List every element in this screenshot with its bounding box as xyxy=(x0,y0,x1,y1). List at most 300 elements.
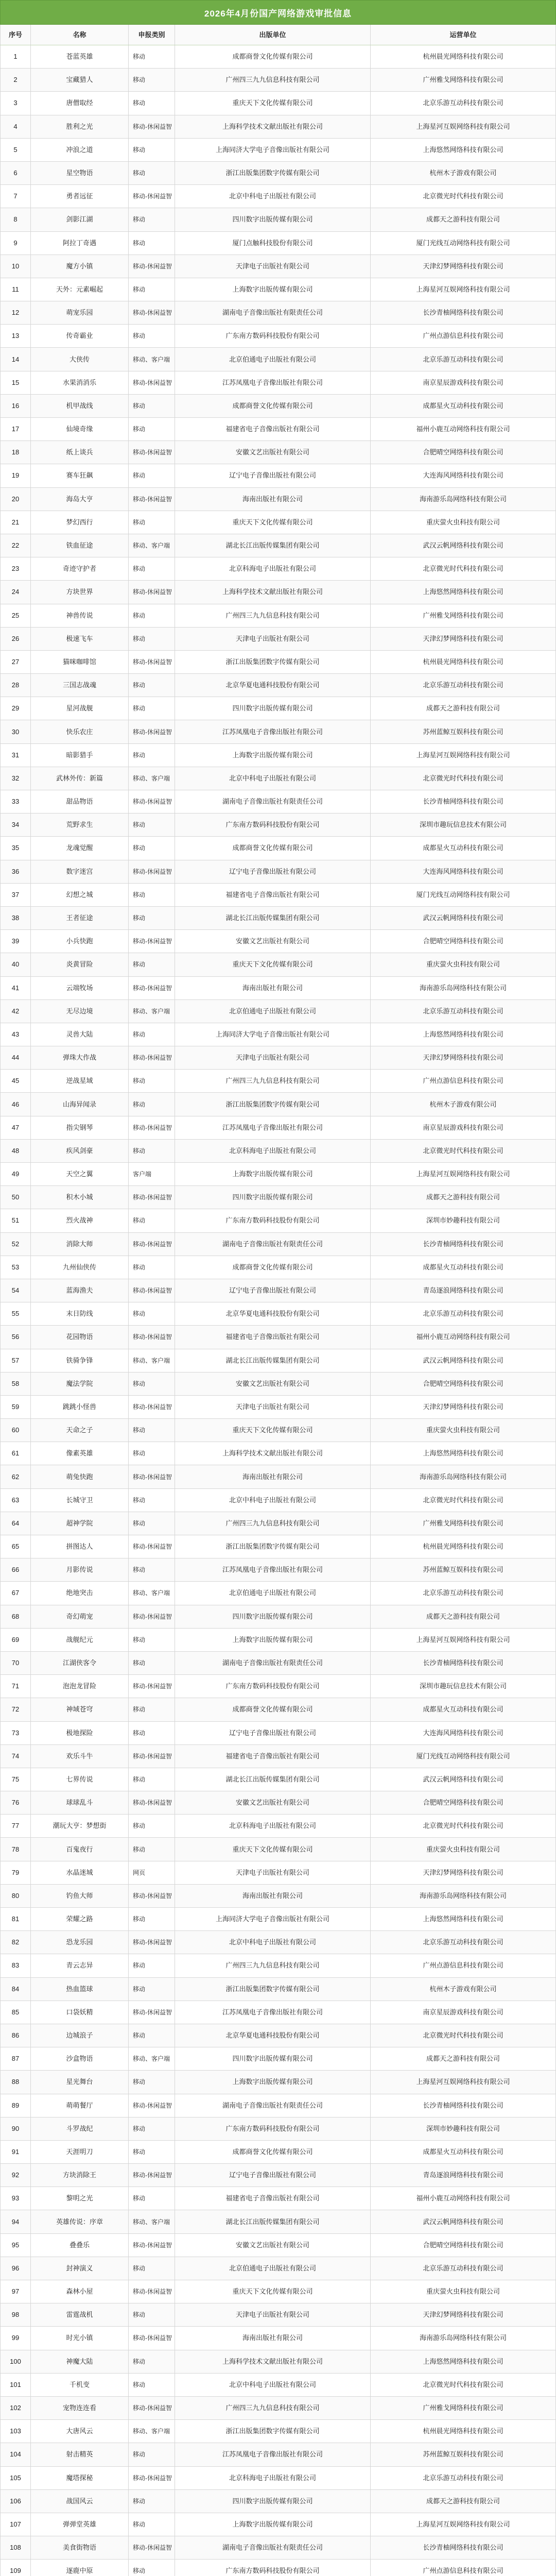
category-cell: 移动 xyxy=(129,1419,175,1442)
category-cell: 移动-休闲益智 xyxy=(129,1535,175,1558)
publisher-cell: 北京科海电子出版社有限公司 xyxy=(175,557,371,580)
table-row xyxy=(0,744,556,767)
category-cell: 移动-休闲益智 xyxy=(129,2164,175,2187)
publisher-cell: 上海同济大学电子音像出版社有限公司 xyxy=(175,1023,371,1046)
operator-cell: 南京星辰游戏科技有限公司 xyxy=(371,1116,556,1139)
table-title: 2026年4月份国产网络游戏审批信息 xyxy=(0,0,556,25)
game-name-cell: 战国风云 xyxy=(31,2490,129,2513)
game-name-cell: 烈火战神 xyxy=(31,1209,129,1232)
table-row xyxy=(0,907,556,930)
table-row xyxy=(0,1908,556,1931)
row-number-cell: 105 xyxy=(0,2467,31,2489)
row-number-cell: 51 xyxy=(0,1209,31,1232)
row-number-cell: 31 xyxy=(0,744,31,767)
row-number-cell: 24 xyxy=(0,581,31,603)
publisher-cell: 重庆天下文化传媒有限公司 xyxy=(175,92,371,114)
operator-cell: 合肥晴空网络科技有限公司 xyxy=(371,930,556,953)
publisher-cell: 广东南方数码科技股份有限公司 xyxy=(175,2560,371,2576)
row-number-cell: 8 xyxy=(0,208,31,231)
row-number-cell: 28 xyxy=(0,674,31,697)
row-number-cell: 44 xyxy=(0,1046,31,1069)
row-number-cell: 59 xyxy=(0,1396,31,1418)
publisher-cell: 湖北长江出版传媒集团有限公司 xyxy=(175,1768,371,1791)
category-cell: 移动 xyxy=(129,2071,175,2093)
category-cell: 移动-休闲益智 xyxy=(129,1116,175,1139)
game-name-cell: 萌萌餐厅 xyxy=(31,2094,129,2117)
operator-cell: 重庆萤火虫科技有限公司 xyxy=(371,511,556,534)
category-cell: 移动-休闲益智 xyxy=(129,2536,175,2559)
publisher-cell: 湖南电子音像出版社有限责任公司 xyxy=(175,1652,371,1674)
table-row xyxy=(0,2303,556,2327)
category-cell: 移动-休闲益智 xyxy=(129,115,175,138)
table-row xyxy=(0,45,556,69)
operator-cell: 北京微光时代科技有限公司 xyxy=(371,1489,556,1512)
game-name-cell: 消除大师 xyxy=(31,1233,129,1256)
table-row xyxy=(0,2141,556,2164)
category-cell: 移动 xyxy=(129,1722,175,1744)
game-name-cell: 方块消除王 xyxy=(31,2164,129,2187)
operator-cell: 厦门光线互动网络科技有限公司 xyxy=(371,1745,556,1768)
game-name-cell: 铁骑争锋 xyxy=(31,1349,129,1372)
operator-cell: 广州点游信息科技有限公司 xyxy=(371,2560,556,2576)
game-name-cell: 森林小屋 xyxy=(31,2280,129,2303)
row-number-cell: 29 xyxy=(0,697,31,720)
table-row xyxy=(0,139,556,162)
game-name-cell: 热血篮球 xyxy=(31,1978,129,2001)
table-row xyxy=(0,534,556,557)
row-number-cell: 106 xyxy=(0,2490,31,2513)
operator-cell: 北京微光时代科技有限公司 xyxy=(371,2024,556,2047)
row-number-cell: 34 xyxy=(0,814,31,836)
column-header-category: 申报类别 xyxy=(129,25,175,45)
row-number-cell: 2 xyxy=(0,69,31,91)
publisher-cell: 上海数字出版传媒有限公司 xyxy=(175,278,371,301)
game-name-cell: 机甲战线 xyxy=(31,395,129,417)
game-name-cell: 荣耀之路 xyxy=(31,1908,129,1930)
game-name-cell: 灵兽大陆 xyxy=(31,1023,129,1046)
publisher-cell: 北京科海电子出版社有限公司 xyxy=(175,1815,371,1837)
table-row xyxy=(0,2187,556,2210)
operator-cell: 成都星火互动科技有限公司 xyxy=(371,837,556,859)
table-row xyxy=(0,651,556,674)
publisher-cell: 上海科学技术文献出版社有限公司 xyxy=(175,115,371,138)
game-name-cell: 星空物语 xyxy=(31,162,129,184)
operator-cell: 天津幻梦网络科技有限公司 xyxy=(371,1046,556,1069)
row-number-cell: 73 xyxy=(0,1722,31,1744)
row-number-cell: 80 xyxy=(0,1885,31,1907)
publisher-cell: 成都商誉文化传媒有限公司 xyxy=(175,837,371,859)
row-number-cell: 62 xyxy=(0,1465,31,1488)
category-cell: 移动 xyxy=(129,2141,175,2163)
table-row xyxy=(0,1605,556,1629)
game-name-cell: 月影传说 xyxy=(31,1558,129,1581)
category-cell: 移动-休闲益智 xyxy=(129,488,175,511)
category-cell: 移动 xyxy=(129,45,175,68)
row-number-cell: 100 xyxy=(0,2350,31,2373)
row-number-cell: 1 xyxy=(0,45,31,68)
game-name-cell: 赛车狂飙 xyxy=(31,464,129,487)
game-name-cell: 极地探险 xyxy=(31,1722,129,1744)
operator-cell: 北京乐游互动科技有限公司 xyxy=(371,1302,556,1325)
column-header-number: 序号 xyxy=(0,25,31,45)
operator-cell: 北京微光时代科技有限公司 xyxy=(371,767,556,790)
category-cell: 移动-休闲益智 xyxy=(129,2467,175,2489)
operator-cell: 大连海风网络科技有限公司 xyxy=(371,860,556,883)
game-name-cell: 青云志异 xyxy=(31,1954,129,1977)
publisher-cell: 浙江出版集团数字传媒有限公司 xyxy=(175,1978,371,2001)
table-row xyxy=(0,1140,556,1163)
row-number-cell: 26 xyxy=(0,628,31,650)
row-number-cell: 84 xyxy=(0,1978,31,2001)
publisher-cell: 北京中科电子出版社有限公司 xyxy=(175,1489,371,1512)
game-name-cell: 魔法学院 xyxy=(31,1372,129,1395)
table-row xyxy=(0,418,556,441)
game-name-cell: 七界传说 xyxy=(31,1768,129,1791)
row-number-cell: 74 xyxy=(0,1745,31,1768)
operator-cell: 重庆萤火虫科技有限公司 xyxy=(371,953,556,976)
game-name-cell: 逆战星域 xyxy=(31,1070,129,1092)
table-row xyxy=(0,278,556,301)
publisher-cell: 安徽文艺出版社有限公司 xyxy=(175,2234,371,2257)
game-name-cell: 奇幻萌宠 xyxy=(31,1605,129,1628)
table-row xyxy=(0,2117,556,2141)
category-cell: 移动 xyxy=(129,1512,175,1535)
game-name-cell: 口袋妖精 xyxy=(31,2001,129,2024)
publisher-cell: 天津电子出版社有限公司 xyxy=(175,1396,371,1418)
table-row xyxy=(0,208,556,231)
publisher-cell: 海南出版社有限公司 xyxy=(175,2327,371,2349)
publisher-cell: 湖北长江出版传媒集团有限公司 xyxy=(175,534,371,557)
publisher-cell: 江苏凤凰电子音像出版社有限公司 xyxy=(175,2443,371,2466)
row-number-cell: 55 xyxy=(0,1302,31,1325)
publisher-cell: 上海数字出版传媒有限公司 xyxy=(175,1163,371,1185)
row-number-cell: 11 xyxy=(0,278,31,301)
operator-cell: 北京乐游互动科技有限公司 xyxy=(371,348,556,370)
operator-cell: 重庆萤火虫科技有限公司 xyxy=(371,1419,556,1442)
category-cell: 移动-休闲益智 xyxy=(129,2094,175,2117)
table-row xyxy=(0,1279,556,1302)
row-number-cell: 56 xyxy=(0,1326,31,1348)
table-row xyxy=(0,162,556,185)
game-name-cell: 宝藏猎人 xyxy=(31,69,129,91)
operator-cell: 福州小鹿互动网络科技有限公司 xyxy=(371,418,556,440)
table-row xyxy=(0,628,556,651)
operator-cell: 广州点游信息科技有限公司 xyxy=(371,325,556,347)
publisher-cell: 安徽文艺出版社有限公司 xyxy=(175,1372,371,1395)
operator-cell: 杭州晨光网络科技有限公司 xyxy=(371,45,556,68)
operator-cell: 上海悠然网络科技有限公司 xyxy=(371,1442,556,1465)
operator-cell: 苏州蓝鲸互娱科技有限公司 xyxy=(371,1558,556,1581)
publisher-cell: 福建省电子音像出版社有限公司 xyxy=(175,418,371,440)
game-name-cell: 山海异闻录 xyxy=(31,1093,129,1115)
publisher-cell: 海南出版社有限公司 xyxy=(175,488,371,511)
game-name-cell: 江湖侠客令 xyxy=(31,1652,129,1674)
game-name-cell: 方块世界 xyxy=(31,581,129,603)
operator-cell: 成都天之游科技有限公司 xyxy=(371,1186,556,1209)
row-number-cell: 63 xyxy=(0,1489,31,1512)
table-row xyxy=(0,1582,556,1605)
game-name-cell: 叠叠乐 xyxy=(31,2234,129,2257)
table-row xyxy=(0,2443,556,2466)
category-cell: 移动 xyxy=(129,2024,175,2047)
table-row xyxy=(0,1093,556,1116)
publisher-cell: 辽宁电子音像出版社有限公司 xyxy=(175,464,371,487)
publisher-cell: 浙江出版集团数字传媒有限公司 xyxy=(175,1535,371,1558)
game-name-cell: 云端牧场 xyxy=(31,977,129,999)
category-cell: 移动 xyxy=(129,1023,175,1046)
table-row xyxy=(0,1535,556,1558)
row-number-cell: 99 xyxy=(0,2327,31,2349)
category-cell: 移动-休闲益智 xyxy=(129,301,175,324)
operator-cell: 上海星河互娱网络科技有限公司 xyxy=(371,115,556,138)
row-number-cell: 47 xyxy=(0,1116,31,1139)
operator-cell: 成都天之游科技有限公司 xyxy=(371,1605,556,1628)
operator-cell: 合肥晴空网络科技有限公司 xyxy=(371,1791,556,1814)
category-cell: 移动 xyxy=(129,2303,175,2326)
category-cell: 移动 xyxy=(129,395,175,417)
operator-cell: 合肥晴空网络科技有限公司 xyxy=(371,2234,556,2257)
table-row xyxy=(0,2257,556,2280)
game-name-cell: 逐鹿中原 xyxy=(31,2560,129,2576)
game-name-cell: 星河战舰 xyxy=(31,697,129,720)
category-cell: 移动-休闲益智 xyxy=(129,977,175,999)
category-cell: 移动 xyxy=(129,604,175,627)
category-cell: 移动 xyxy=(129,744,175,767)
publisher-cell: 成都商誉文化传媒有限公司 xyxy=(175,45,371,68)
column-header-publisher: 出版单位 xyxy=(175,25,371,45)
row-number-cell: 30 xyxy=(0,720,31,743)
game-name-cell: 恐龙乐园 xyxy=(31,1931,129,1954)
table-row xyxy=(0,1349,556,1372)
operator-cell: 长沙青柚网络科技有限公司 xyxy=(371,301,556,324)
row-number-cell: 22 xyxy=(0,534,31,557)
operator-cell: 成都星火互动科技有限公司 xyxy=(371,2141,556,2163)
operator-cell: 重庆萤火虫科技有限公司 xyxy=(371,1838,556,1860)
row-number-cell: 75 xyxy=(0,1768,31,1791)
table-row xyxy=(0,2560,556,2576)
publisher-cell: 四川数字出版传媒有限公司 xyxy=(175,208,371,231)
operator-cell: 苏州蓝鲸互娱科技有限公司 xyxy=(371,720,556,743)
category-cell: 移动 xyxy=(129,1954,175,1977)
row-number-cell: 102 xyxy=(0,2397,31,2419)
publisher-cell: 江苏凤凰电子音像出版社有限公司 xyxy=(175,371,371,394)
table-row xyxy=(0,1070,556,1093)
category-cell: 移动-休闲益智 xyxy=(129,2397,175,2419)
game-name-cell: 末日防线 xyxy=(31,1302,129,1325)
table-row xyxy=(0,2350,556,2374)
row-number-cell: 10 xyxy=(0,255,31,278)
operator-cell: 武汉云帆网络科技有限公司 xyxy=(371,534,556,557)
category-cell: 移动-休闲益智 xyxy=(129,1791,175,1814)
game-name-cell: 海岛大亨 xyxy=(31,488,129,511)
table-row xyxy=(0,1838,556,1861)
publisher-cell: 江苏凤凰电子音像出版社有限公司 xyxy=(175,720,371,743)
table-row xyxy=(0,395,556,418)
publisher-cell: 江苏凤凰电子音像出版社有限公司 xyxy=(175,1558,371,1581)
publisher-cell: 天津电子出版社有限公司 xyxy=(175,2303,371,2326)
table-row xyxy=(0,2001,556,2024)
game-name-cell: 长城守卫 xyxy=(31,1489,129,1512)
category-cell: 移动-休闲益智 xyxy=(129,1279,175,1302)
publisher-cell: 安徽文艺出版社有限公司 xyxy=(175,441,371,464)
game-name-cell: 三国志战魂 xyxy=(31,674,129,697)
row-number-cell: 46 xyxy=(0,1093,31,1115)
row-number-cell: 3 xyxy=(0,92,31,114)
category-cell: 移动 xyxy=(129,674,175,697)
table-row xyxy=(0,2164,556,2187)
category-cell: 移动-休闲益智 xyxy=(129,2280,175,2303)
table-row xyxy=(0,1023,556,1046)
game-name-cell: 雷霆战机 xyxy=(31,2303,129,2326)
game-name-cell: 水果消消乐 xyxy=(31,371,129,394)
row-number-cell: 6 xyxy=(0,162,31,184)
category-cell: 移动 xyxy=(129,814,175,836)
operator-cell: 长沙青柚网络科技有限公司 xyxy=(371,1233,556,1256)
category-cell: 移动 xyxy=(129,1698,175,1721)
table-row xyxy=(0,1442,556,1465)
publisher-cell: 上海科学技术文献出版社有限公司 xyxy=(175,581,371,603)
game-name-cell: 跳跳小怪兽 xyxy=(31,1396,129,1418)
table-row xyxy=(0,1209,556,1232)
operator-cell: 广州雅戈网络科技有限公司 xyxy=(371,2397,556,2419)
publisher-cell: 天津电子出版社有限公司 xyxy=(175,1046,371,1069)
row-number-cell: 97 xyxy=(0,2280,31,2303)
game-name-cell: 天外：元素崛起 xyxy=(31,278,129,301)
operator-cell: 天津幻梦网络科技有限公司 xyxy=(371,1861,556,1884)
game-name-cell: 封神演义 xyxy=(31,2257,129,2280)
publisher-cell: 北京科海电子出版社有限公司 xyxy=(175,1140,371,1162)
table-row xyxy=(0,2071,556,2094)
operator-cell: 成都星火互动科技有限公司 xyxy=(371,1698,556,1721)
row-number-cell: 107 xyxy=(0,2513,31,2536)
publisher-cell: 北京伯通电子出版社有限公司 xyxy=(175,2257,371,2280)
game-name-cell: 极速飞车 xyxy=(31,628,129,650)
game-name-cell: 蓝海渔夫 xyxy=(31,1279,129,1302)
game-name-cell: 龙魂觉醒 xyxy=(31,837,129,859)
category-cell: 移动-休闲益智 xyxy=(129,1745,175,1768)
category-cell: 移动 xyxy=(129,1908,175,1930)
game-name-cell: 苍蓝英雄 xyxy=(31,45,129,68)
game-name-cell: 千机变 xyxy=(31,2374,129,2396)
operator-cell: 重庆萤火虫科技有限公司 xyxy=(371,2280,556,2303)
row-number-cell: 88 xyxy=(0,2071,31,2093)
operator-cell: 北京乐游互动科技有限公司 xyxy=(371,92,556,114)
publisher-cell: 辽宁电子音像出版社有限公司 xyxy=(175,1279,371,1302)
publisher-cell: 厦门点触科技股份有限公司 xyxy=(175,232,371,255)
game-name-cell: 泡泡龙冒险 xyxy=(31,1675,129,1698)
operator-cell: 北京微光时代科技有限公司 xyxy=(371,1140,556,1162)
publisher-cell: 湖北长江出版传媒集团有限公司 xyxy=(175,1349,371,1372)
publisher-cell: 广州四三九九信息科技有限公司 xyxy=(175,1954,371,1977)
table-row xyxy=(0,814,556,837)
publisher-cell: 江苏凤凰电子音像出版社有限公司 xyxy=(175,1116,371,1139)
operator-cell: 北京乐游互动科技有限公司 xyxy=(371,1000,556,1023)
row-number-cell: 82 xyxy=(0,1931,31,1954)
table-row xyxy=(0,2210,556,2233)
operator-cell: 长沙青柚网络科技有限公司 xyxy=(371,2094,556,2117)
publisher-cell: 上海数字出版传媒有限公司 xyxy=(175,2513,371,2536)
category-cell: 移动-休闲益智 xyxy=(129,1931,175,1954)
game-name-cell: 阿拉丁奇遇 xyxy=(31,232,129,255)
game-name-cell: 球球乱斗 xyxy=(31,1791,129,1814)
row-number-cell: 32 xyxy=(0,767,31,790)
game-name-cell: 无尽边境 xyxy=(31,1000,129,1023)
operator-cell: 杭州晨光网络科技有限公司 xyxy=(371,1535,556,1558)
category-cell: 移动-休闲益智 xyxy=(129,651,175,673)
category-cell: 移动、客户端 xyxy=(129,348,175,370)
operator-cell: 武汉云帆网络科技有限公司 xyxy=(371,1349,556,1372)
row-number-cell: 81 xyxy=(0,1908,31,1930)
table-row xyxy=(0,2490,556,2513)
operator-cell: 杭州晨光网络科技有限公司 xyxy=(371,2420,556,2443)
row-number-cell: 98 xyxy=(0,2303,31,2326)
category-cell: 移动 xyxy=(129,139,175,161)
row-number-cell: 43 xyxy=(0,1023,31,1046)
publisher-cell: 天津电子出版社有限公司 xyxy=(175,255,371,278)
row-number-cell: 52 xyxy=(0,1233,31,1256)
game-name-cell: 沙盒物语 xyxy=(31,2047,129,2070)
publisher-cell: 浙江出版集团数字传媒有限公司 xyxy=(175,162,371,184)
publisher-cell: 浙江出版集团数字传媒有限公司 xyxy=(175,651,371,673)
category-cell: 移动-休闲益智 xyxy=(129,2327,175,2349)
table-row xyxy=(0,1745,556,1768)
category-cell: 移动-休闲益智 xyxy=(129,185,175,208)
table-row xyxy=(0,767,556,790)
category-cell: 移动、客户端 xyxy=(129,1000,175,1023)
publisher-cell: 湖南电子音像出版社有限责任公司 xyxy=(175,1233,371,1256)
publisher-cell: 北京科海电子出版社有限公司 xyxy=(175,2467,371,2489)
game-name-cell: 小兵快跑 xyxy=(31,930,129,953)
game-name-cell: 唐僧取经 xyxy=(31,92,129,114)
row-number-cell: 4 xyxy=(0,115,31,138)
game-name-cell: 炎黄冒险 xyxy=(31,953,129,976)
row-number-cell: 21 xyxy=(0,511,31,534)
game-name-cell: 九州仙侠传 xyxy=(31,1256,129,1279)
publisher-cell: 四川数字出版传媒有限公司 xyxy=(175,2047,371,2070)
game-name-cell: 超神学院 xyxy=(31,1512,129,1535)
category-cell: 移动-休闲益智 xyxy=(129,2234,175,2257)
table-row xyxy=(0,2420,556,2443)
row-number-cell: 18 xyxy=(0,441,31,464)
operator-cell: 厦门光线互动网络科技有限公司 xyxy=(371,884,556,906)
table-row xyxy=(0,1558,556,1582)
row-number-cell: 27 xyxy=(0,651,31,673)
row-number-cell: 14 xyxy=(0,348,31,370)
publisher-cell: 北京华夏电通科技股份有限公司 xyxy=(175,2024,371,2047)
category-cell: 移动 xyxy=(129,418,175,440)
category-cell: 客户端 xyxy=(129,1163,175,1185)
operator-cell: 广州雅戈网络科技有限公司 xyxy=(371,69,556,91)
publisher-cell: 海南出版社有限公司 xyxy=(175,1885,371,1907)
category-cell: 移动 xyxy=(129,2257,175,2280)
category-cell: 移动 xyxy=(129,69,175,91)
game-name-cell: 梦幻西行 xyxy=(31,511,129,534)
game-name-cell: 拼图达人 xyxy=(31,1535,129,1558)
publisher-cell: 浙江出版集团数字传媒有限公司 xyxy=(175,1093,371,1115)
category-cell: 移动 xyxy=(129,557,175,580)
game-name-cell: 武林外传：新篇 xyxy=(31,767,129,790)
table-row xyxy=(0,2094,556,2117)
row-number-cell: 91 xyxy=(0,2141,31,2163)
row-number-cell: 36 xyxy=(0,860,31,883)
publisher-cell: 湖北长江出版传媒集团有限公司 xyxy=(175,907,371,929)
table-row xyxy=(0,581,556,604)
row-number-cell: 9 xyxy=(0,232,31,255)
category-cell: 移动-休闲益智 xyxy=(129,1233,175,1256)
operator-cell: 深圳市趣玩信息技术有限公司 xyxy=(371,814,556,836)
publisher-cell: 上海数字出版传媒有限公司 xyxy=(175,1629,371,1651)
game-name-cell: 英雄传说：序章 xyxy=(31,2210,129,2233)
